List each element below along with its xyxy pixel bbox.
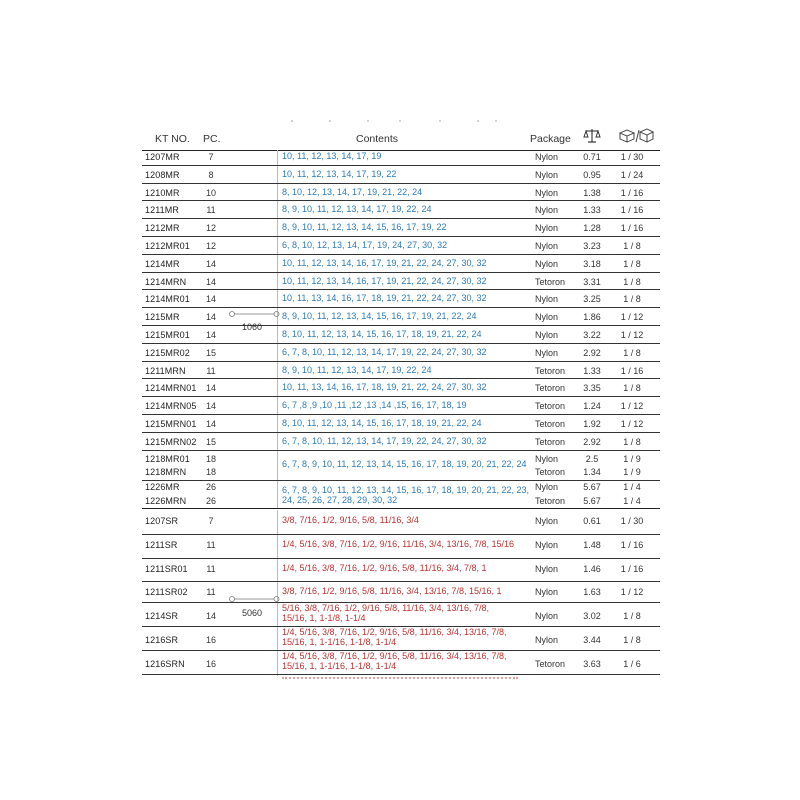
package-type: Nylon (535, 241, 559, 251)
table-row (142, 433, 660, 451)
contents-sizes: 6, 7, 8, 10, 11, 12, 13, 14, 17, 19, 22, 24, 27, 30, 32 (282, 346, 487, 357)
carton-qty: 1 / 8 (623, 611, 641, 621)
table-row (142, 512, 660, 536)
piece-count: 12 (206, 241, 217, 251)
carton-qty: 1 / 8 (623, 241, 641, 251)
weight-value: 1.38 (583, 187, 601, 198)
package-type: Nylon (535, 611, 559, 621)
contents-sizes: 6, 7 ,8 ,9 ,10 ,11 ,12 ,13 ,14 ,15, 16, 17, 18, 19 (282, 400, 467, 411)
package-type: Nylon (535, 540, 559, 550)
package-type: Nylon (535, 587, 559, 597)
column-header-kt-no: KT NO. (155, 133, 190, 145)
contents-sizes: 10, 11, 12, 13, 14, 17, 19, 22 (282, 168, 397, 179)
carton-qty: 1 / 8 (623, 294, 641, 305)
contents-sizes (282, 515, 532, 525)
table-row (142, 415, 660, 433)
contents-line: 5/16, 3/8, 7/16, 1/2, 9/16, 5/8, 11/16, 3/4, 13/16, 7/8, (282, 603, 489, 613)
contents-line: 15/16, 1, 1-1/8, 1-1/4 (282, 613, 366, 623)
contents-line: 3/8, 7/16, 1/2, 9/16, 5/8, 11/16, 3/4, 13/16, 7/8, 15/16, 1 (282, 586, 502, 596)
contents-sizes: 8, 9, 10, 11, 12, 13, 14, 17, 19, 22, 24 (282, 364, 432, 375)
kit-number: 1212MR (145, 223, 180, 234)
table-row (142, 237, 660, 255)
carton-qty: 1 / 9 (623, 467, 641, 477)
weight-value: 1.28 (583, 223, 601, 234)
carton-qty: 1 / 16 (620, 187, 644, 198)
carton-qty: 1 / 16 (620, 564, 644, 574)
box-stack-icon (617, 127, 655, 145)
weight-value: 1.33 (583, 205, 601, 216)
carton-qty: 1 / 16 (620, 205, 644, 216)
piece-count: 18 (206, 467, 217, 477)
contents-line: 1/4, 5/16, 3/8, 7/16, 1/2, 9/16, 5/8, 11/16, 3/4, 13/16, 7/8, (282, 627, 507, 637)
package-type: Tetoron (535, 496, 566, 506)
piece-count: 14 (206, 419, 217, 429)
piece-count: 12 (206, 223, 217, 234)
contents-sizes: 8, 9, 10, 11, 12, 13, 14, 15, 16, 17, 19, 22 (282, 222, 447, 233)
piece-count: 14 (206, 611, 217, 621)
weight-value: 3.25 (583, 294, 601, 305)
table-row (142, 184, 660, 202)
column-header-package: Package (530, 133, 571, 145)
package-type: Nylon (535, 205, 559, 216)
kit-number: 1216SRN (145, 659, 185, 669)
carton-qty: 1 / 30 (620, 152, 644, 162)
kit-number: 1215MR (145, 312, 180, 323)
kit-number: 1210MR (145, 187, 180, 198)
piece-count: 8 (208, 169, 214, 180)
table-row (142, 652, 660, 676)
kit-number: 1214MR (145, 258, 180, 269)
contents-sizes (282, 603, 532, 623)
piece-count: 14 (206, 312, 217, 323)
weight-value: 1.33 (583, 365, 601, 376)
contents-sizes: 10, 11, 13, 14, 16, 17, 18, 19, 21, 22, 24, 27, 30, 32 (282, 293, 487, 304)
carton-qty: 1 / 16 (620, 540, 644, 550)
weight-value: 0.95 (583, 169, 601, 180)
table-row (142, 166, 660, 184)
contents-sizes: 6, 7, 8, 10, 11, 12, 13, 14, 17, 19, 22, 24, 27, 30, 32 (282, 435, 487, 446)
contents-line: 3/8, 7/16, 1/2, 9/16, 5/8, 11/16, 3/4 (282, 515, 419, 525)
carton-qty: 1 / 8 (623, 383, 641, 394)
piece-count: 11 (206, 540, 216, 550)
carton-qty: 1 / 8 (623, 276, 641, 287)
carton-qty: 1 / 16 (620, 223, 644, 234)
table-row (142, 290, 660, 308)
kit-number: 1211MRN (145, 365, 186, 376)
table-row (142, 219, 660, 237)
contents-sizes: 8, 10, 12, 13, 14, 17, 19, 21, 22, 24 (282, 186, 423, 197)
contents-sizes: 8, 10, 11, 12, 13, 14, 15, 16, 17, 18, 19, 21, 22, 24 (282, 329, 482, 339)
contents-sizes (282, 651, 532, 671)
weight-value: 1.48 (583, 540, 601, 550)
contents-line: 1/4, 5/16, 3/8, 7/16, 1/2, 9/16, 5/8, 11/16, 3/4, 13/16, 7/8, (282, 651, 507, 661)
piece-count: 7 (208, 516, 214, 526)
contents-line: 6, 7, 8, 9, 10, 11, 12, 13, 14, 15, 16, 17, 18, 19, 20, 21, 22, 23, (282, 485, 530, 495)
piece-count: 11 (206, 564, 216, 574)
package-type: Tetoron (535, 276, 566, 287)
carton-qty: 1 / 4 (623, 496, 641, 506)
carton-qty: 1 / 9 (623, 454, 641, 464)
contents-line: 15/16, 1, 1-1/16, 1-1/8, 1-1/4 (282, 661, 397, 671)
contents-line: 15/16, 1, 1-1/16, 1-1/8, 1-1/4 (282, 637, 397, 647)
weight-value: 1.24 (583, 401, 601, 412)
package-type: Nylon (535, 635, 559, 645)
package-type: Nylon (535, 169, 559, 180)
contents-sizes: 6, 7, 8, 9, 10, 11, 12, 13, 14, 15, 16, 17, 18, 19, 20, 21, 22, 24 (282, 459, 527, 469)
kit-number: 1218MR01 (145, 454, 190, 464)
carton-qty: 1 / 8 (623, 635, 641, 645)
column-header-contents: Contents (356, 133, 399, 145)
table-row (142, 628, 660, 652)
kit-number: 1212MR01 (145, 241, 190, 251)
contents-sizes (282, 539, 532, 549)
contents-sizes: 8, 9, 10, 11, 12, 13, 14, 15, 16, 17, 19, 21, 22, 24 (282, 311, 477, 322)
carton-qty: 1 / 12 (620, 312, 644, 323)
weight-value: 2.92 (583, 436, 601, 447)
package-type: Nylon (535, 516, 559, 526)
contents-sizes: 10, 11, 13, 14, 16, 17, 18, 19, 21, 22, 24, 27, 30, 32 (282, 382, 487, 393)
package-type: Nylon (535, 187, 559, 198)
contents-sizes: 6, 8, 10, 12, 13, 14, 17, 19, 24, 27, 30, 32 (282, 240, 448, 250)
row-divider (142, 674, 660, 675)
piece-count: 15 (206, 436, 217, 447)
carton-qty: 1 / 6 (623, 659, 641, 669)
scanned-artifact-marks (290, 119, 500, 123)
contents-sizes: 10, 11, 12, 13, 14, 16, 17, 19, 21, 22, 24, 27, 30, 32 (282, 257, 487, 268)
contents-line: 24, 25, 26, 27, 28, 29, 30, 32 (282, 495, 398, 505)
kit-number: 1226MRN (145, 496, 187, 506)
weight-value: 3.02 (583, 611, 601, 621)
contents-sizes (282, 563, 532, 573)
weight-value: 2.5 (585, 454, 599, 464)
section-divider (142, 508, 660, 509)
weight-value: 5.67 (583, 496, 601, 506)
kit-number: 1211SR01 (145, 564, 188, 574)
table-row (142, 273, 660, 291)
weight-value: 3.44 (583, 635, 601, 645)
contents-sizes (282, 586, 532, 596)
table-row (142, 604, 660, 628)
table-row (142, 362, 660, 380)
contents-line: 1/4, 5/16, 3/8, 7/16, 1/2, 9/16, 11/16, 3/4, 13/16, 7/8, 15/16 (282, 539, 515, 549)
kit-number: 1208MR (145, 169, 180, 180)
table-row (142, 308, 660, 326)
contents-sizes: 8, 10, 11, 12, 13, 14, 15, 16, 17, 18, 19, 21, 22, 24 (282, 418, 482, 428)
contents-sizes: 8, 9, 10, 11, 12, 13, 14, 17, 19, 22, 24 (282, 204, 432, 215)
table-row (142, 255, 660, 273)
kit-number: 1215MRN02 (145, 436, 197, 447)
piece-count: 15 (206, 347, 217, 358)
weight-value: 0.61 (583, 516, 601, 526)
carton-qty: 1 / 24 (620, 169, 644, 180)
kit-number: 1207SR (145, 516, 179, 526)
kit-number: 1215MR01 (145, 330, 190, 340)
package-type: Nylon (535, 258, 559, 269)
weight-value: 3.63 (583, 659, 601, 669)
weight-value: 1.63 (583, 587, 601, 597)
clipped-next-row (282, 676, 518, 680)
carton-qty: 1 / 12 (620, 419, 644, 429)
weight-value: 0.71 (583, 152, 601, 162)
piece-count: 16 (206, 635, 217, 645)
carton-qty: 1 / 8 (623, 436, 641, 447)
piece-count: 26 (206, 496, 217, 506)
table-row (142, 397, 660, 415)
scale-icon (583, 127, 601, 145)
contents-sizes: 10, 11, 12, 13, 14, 17, 19 (282, 151, 382, 161)
piece-count: 11 (206, 205, 216, 216)
package-type: Nylon (535, 223, 559, 234)
kit-number: 1211SR02 (145, 587, 188, 597)
contents-sizes (282, 485, 529, 505)
piece-count: 16 (206, 659, 217, 669)
package-type: Tetoron (535, 383, 566, 394)
package-type: Nylon (535, 294, 559, 305)
package-type: Tetoron (535, 365, 566, 376)
kit-number: 1214MR01 (145, 294, 190, 305)
table-row (142, 326, 660, 344)
kit-number: 1214SR (145, 611, 179, 621)
kit-number: 1218MRN (145, 467, 187, 477)
package-type: Nylon (535, 564, 559, 574)
kit-number: 1214MRN (145, 276, 187, 287)
piece-count: 7 (208, 152, 214, 162)
kit-number: 1207MR (145, 152, 180, 162)
piece-count: 14 (206, 258, 217, 269)
piece-count: 11 (206, 365, 216, 376)
carton-qty: 1 / 12 (620, 587, 644, 597)
package-type: Tetoron (535, 401, 566, 412)
piece-count: 11 (206, 587, 216, 597)
weight-value: 3.35 (583, 383, 601, 394)
table-row (142, 148, 660, 166)
table-row (142, 536, 660, 560)
package-type: Nylon (535, 152, 559, 162)
kit-number: 1216SR (145, 635, 179, 645)
kit-number: 1214MRN01 (145, 383, 197, 394)
package-type: Tetoron (535, 419, 566, 429)
carton-qty: 1 / 8 (623, 258, 641, 269)
table-row (142, 379, 660, 397)
kit-number: 1214MRN05 (145, 401, 197, 412)
kit-number: 1226MR (145, 482, 180, 492)
column-header-pc: PC. (203, 133, 221, 145)
piece-count: 14 (206, 401, 217, 412)
carton-qty: 1 / 8 (623, 347, 641, 358)
package-type: Nylon (535, 482, 559, 492)
piece-count: 10 (206, 187, 217, 198)
weight-value: 3.23 (583, 241, 601, 251)
weight-value: 1.46 (583, 564, 601, 574)
weight-value: 3.22 (583, 330, 601, 340)
contents-sizes (282, 627, 532, 647)
package-type: Tetoron (535, 659, 566, 669)
carton-qty: 1 / 16 (620, 365, 644, 376)
package-type: Nylon (535, 330, 559, 340)
weight-value: 1.86 (583, 312, 601, 323)
piece-count: 14 (206, 276, 217, 287)
piece-count: 14 (206, 330, 217, 340)
weight-value: 2.92 (583, 347, 601, 358)
table-row (142, 201, 660, 219)
piece-count: 14 (206, 294, 217, 305)
group-label-metric: 1060 (242, 322, 263, 332)
carton-qty: 1 / 30 (620, 516, 644, 526)
contents-line: 1/4, 5/16, 3/8, 7/16, 1/2, 9/16, 5/8, 11/16, 3/4, 7/8, 1 (282, 563, 487, 573)
kit-number: 1211SR (145, 540, 178, 550)
piece-count: 18 (206, 454, 217, 464)
row-divider (142, 581, 660, 582)
row-divider (142, 534, 660, 535)
contents-sizes: 10, 11, 12, 13, 14, 16, 17, 19, 21, 22, 24, 27, 30, 32 (282, 275, 487, 286)
package-type: Nylon (535, 454, 559, 464)
weight-value: 3.18 (583, 258, 601, 269)
weight-value: 1.92 (583, 419, 601, 429)
piece-count: 14 (206, 383, 217, 394)
package-type: Tetoron (535, 467, 566, 477)
group-label-imperial: 5060 (242, 608, 263, 618)
weight-value: 1.34 (583, 467, 601, 477)
weight-value: 5.67 (583, 482, 601, 492)
kit-number: 1211MR (145, 205, 179, 216)
piece-count: 26 (206, 482, 217, 492)
carton-qty: 1 / 4 (623, 482, 641, 492)
table-row (142, 344, 660, 362)
carton-qty: 1 / 12 (620, 330, 644, 340)
weight-value: 3.31 (583, 276, 601, 287)
carton-qty: 1 / 12 (620, 401, 644, 412)
package-type: Nylon (535, 347, 559, 358)
row-divider (142, 558, 660, 559)
package-type: Tetoron (535, 436, 566, 447)
kit-number: 1215MR02 (145, 347, 190, 358)
package-type: Nylon (535, 312, 559, 323)
kit-number: 1215MRN01 (145, 419, 197, 429)
